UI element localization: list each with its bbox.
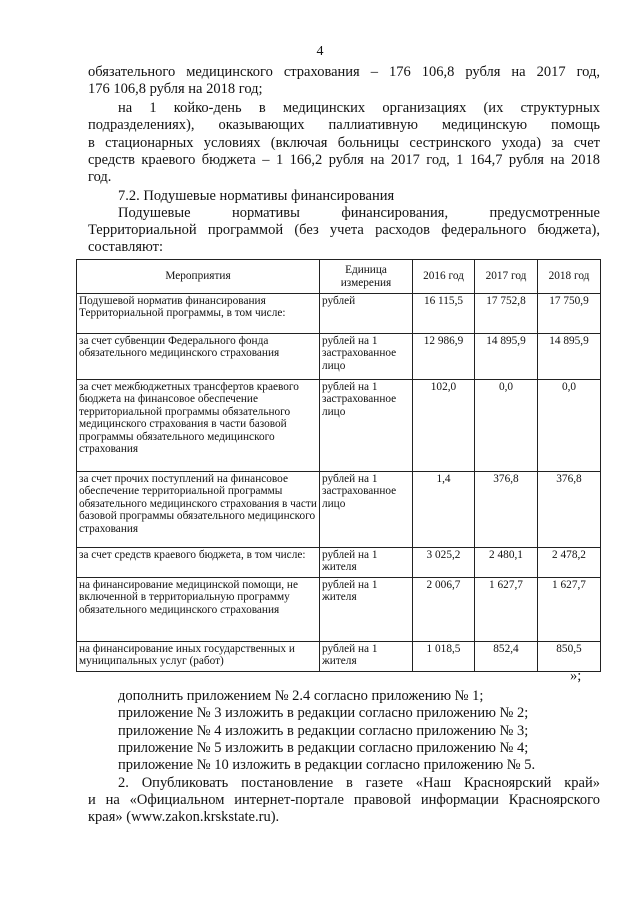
row-measure: на финансирование медицинской помощи, не включенной в территориальную программу обязательного медицинского страхования [77,578,320,642]
row-unit: рублей на 1 жителя [320,578,413,642]
row-measure: за счет прочих поступлений на финансовое обеспечение территориальной программы обязательного медицинского страхования в части базовой программы обязательного медицинского страхования [77,472,320,548]
amendment-line: приложение № 3 изложить в редакции согласно приложению № 2; [118,705,529,721]
row-unit: рублей [320,294,413,334]
header-2018: 2018 год [538,260,601,294]
table-row [77,334,601,380]
table-row [77,380,601,472]
row-unit: рублей на 1 жителя [320,548,413,578]
palliative-line-3: в стационарных условиях (включая больницы сестринского ухода) за счет [88,135,600,151]
header-measure: Мероприятия [77,260,320,294]
row-measure: на финансирование иных государственных и муниципальных услуг (работ) [77,642,320,672]
row-value-2018: 17 750,9 [538,294,601,334]
header-2017: 2017 год [475,260,538,294]
row-value-2018: 850,5 [538,642,601,672]
financing-norms-table [76,259,601,672]
row-value-2016: 3 025,2 [413,548,475,578]
row-value-2017: 2 480,1 [475,548,538,578]
row-value-2018: 2 478,2 [538,548,601,578]
section-line-1: Подушевые нормативы финансирования, предусмотренные [118,205,600,221]
page-number: 4 [316,44,324,59]
row-unit: рублей на 1 жителя [320,642,413,672]
amendment-line: дополнить приложением № 2.4 согласно приложению № 1; [118,688,484,704]
palliative-line-1: на 1 койко-день в медицинских организациях (их структурных [118,100,600,116]
section-line-3: составляют: [88,239,163,255]
header-unit: Единица измерения [320,260,413,294]
table-header-row [77,260,601,294]
palliative-line-5: год. [88,169,112,185]
intro-line-1: обязательного медицинского страхования – 176 106,8 рубля на 2017 год, [88,64,600,80]
row-value-2017: 17 752,8 [475,294,538,334]
row-measure: за счет средств краевого бюджета, в том числе: [77,548,320,578]
table-row [77,294,601,334]
section-heading: 7.2. Подушевые нормативы финансирования [118,188,395,204]
row-value-2017: 852,4 [475,642,538,672]
table-row [77,642,601,672]
row-value-2017: 376,8 [475,472,538,548]
palliative-line-4: средств краевого бюджета – 1 166,2 рубля на 2017 год, 1 164,7 рубля на 2018 [88,152,600,168]
row-measure: за счет субвенции Федерального фонда обязательного медицинского страхования [77,334,320,380]
row-value-2017: 0,0 [475,380,538,472]
row-value-2016: 1 018,5 [413,642,475,672]
row-value-2016: 1,4 [413,472,475,548]
table-row [77,548,601,578]
publish-line-2: и на «Официальном интернет-портале правовой информации Красноярского [88,792,600,808]
row-value-2016: 2 006,7 [413,578,475,642]
amendment-line: приложение № 4 изложить в редакции согласно приложению № 3; [118,723,529,739]
closing-quote: »; [570,668,582,684]
row-measure: Подушевой норматив финансирования Территориальной программы, в том числе: [77,294,320,334]
row-unit: рублей на 1 застрахованное лицо [320,472,413,548]
row-measure: за счет межбюджетных трансфертов краевого бюджета на финансовое обеспечение территориальной программы обязательного медицинского страхования в части базовой программы обязательного медицинского страхования [77,380,320,472]
row-value-2018: 0,0 [538,380,601,472]
row-value-2018: 376,8 [538,472,601,548]
header-2016: 2016 год [413,260,475,294]
amendment-line: приложение № 10 изложить в редакции согласно приложению № 5. [118,757,536,773]
publish-line-1: 2. Опубликовать постановление в газете «Наш Красноярский край» [118,775,600,791]
intro-line-2: 176 106,8 рубля на 2018 год; [88,81,263,97]
row-value-2017: 1 627,7 [475,578,538,642]
row-value-2017: 14 895,9 [475,334,538,380]
row-value-2016: 102,0 [413,380,475,472]
section-line-2: Территориальной программой (без учета расходов федерального бюджета), [88,222,600,238]
row-value-2016: 12 986,9 [413,334,475,380]
row-unit: рублей на 1 застрахованное лицо [320,380,413,472]
table-row [77,472,601,548]
amendment-line: приложение № 5 изложить в редакции согласно приложению № 4; [118,740,529,756]
palliative-line-2: подразделениях), оказывающих паллиативную медицинскую помощь [88,117,600,133]
row-value-2018: 1 627,7 [538,578,601,642]
row-value-2018: 14 895,9 [538,334,601,380]
row-unit: рублей на 1 застрахованное лицо [320,334,413,380]
row-value-2016: 16 115,5 [413,294,475,334]
publish-line-3: края» (www.zakon.krskstate.ru). [88,809,280,825]
table-row [77,578,601,642]
